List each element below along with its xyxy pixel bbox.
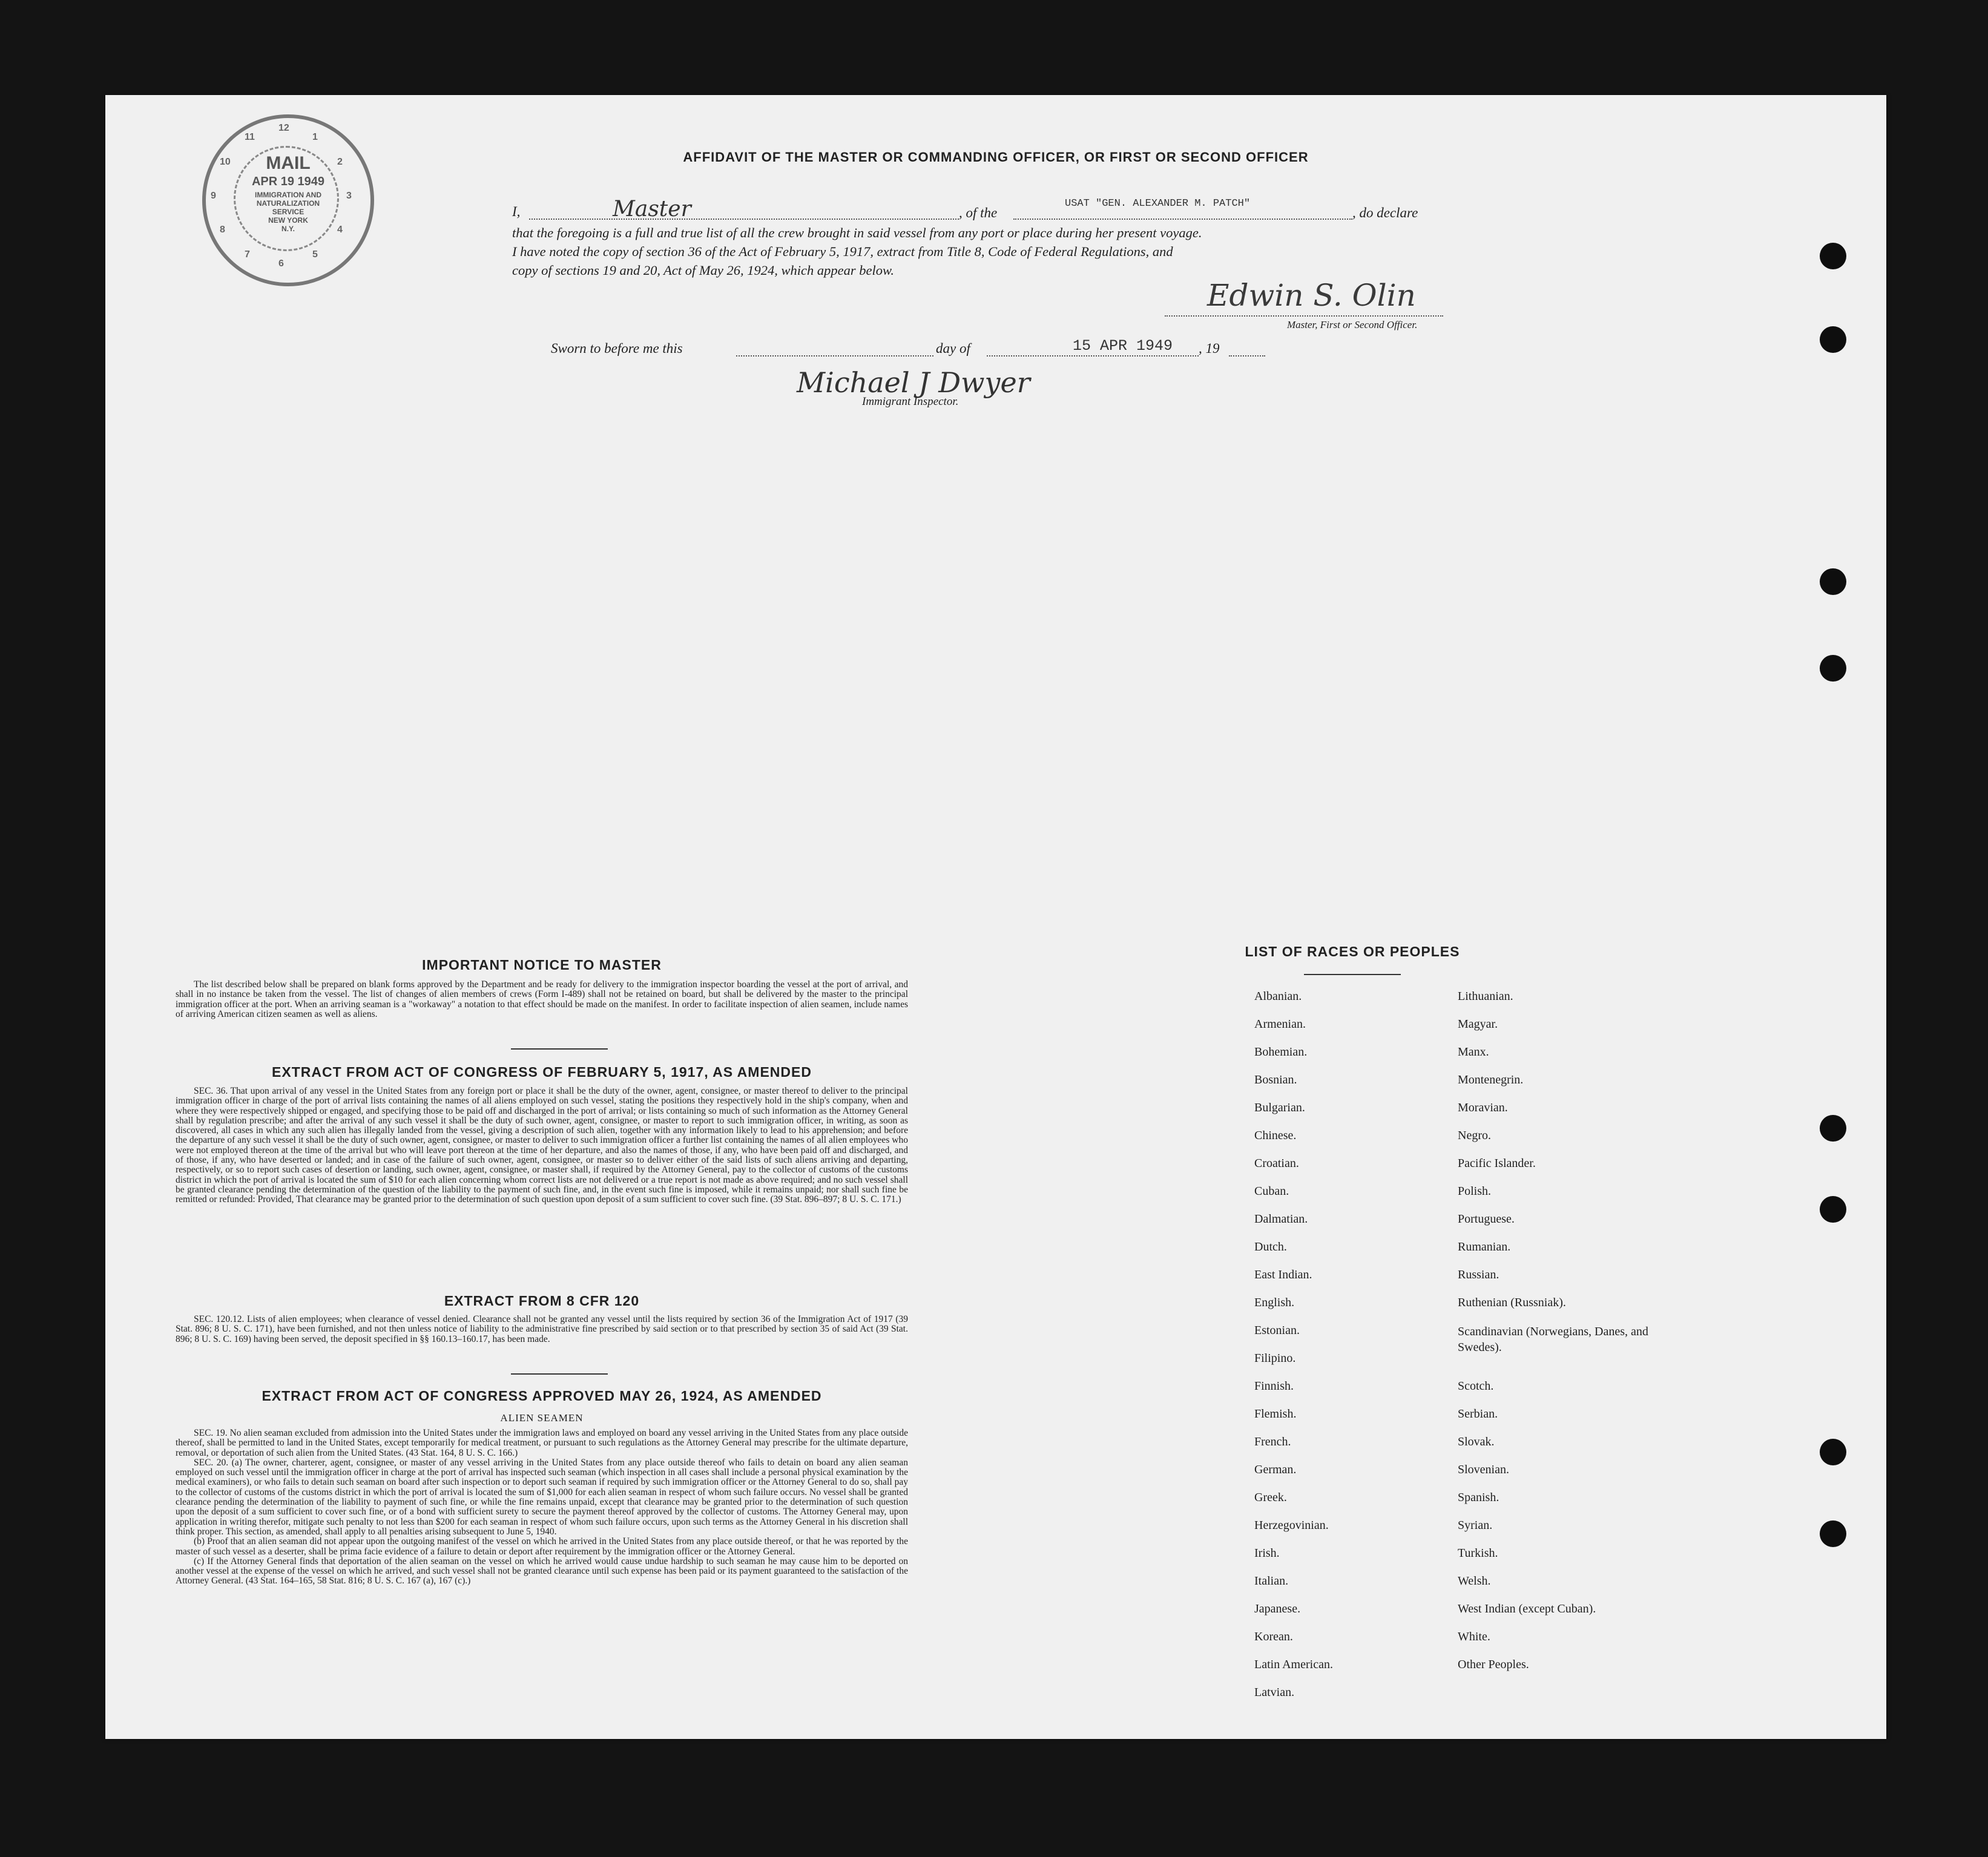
master-signature: Edwin S. Olin	[1207, 278, 1416, 313]
stamp-ring-number: 7	[245, 249, 250, 260]
extract-1924-body	[176, 1428, 908, 1586]
race-item: Scandinavian (Norwegians, Danes, and Swedes).	[1458, 1325, 1648, 1354]
race-item: Lithuanian.	[1458, 990, 1513, 1003]
stamp-ring-number: 9	[211, 191, 216, 201]
affidavit-title: AFFIDAVIT OF THE MASTER OR COMMANDING OFFICER, OR FIRST OR SECOND OFFICER	[683, 150, 1309, 165]
race-item: Albanian.	[1254, 990, 1302, 1003]
race-item: Italian.	[1254, 1574, 1289, 1588]
binder-hole	[1820, 1196, 1846, 1223]
declarant-line	[529, 219, 959, 220]
section-divider	[511, 1048, 608, 1050]
section-19-text: SEC. 19. No alien seaman excluded from admission into the United States under the immigration laws and employed on board any vessel arriving in the United States from any place outside thereof, shall be permitted to land in the United States, except temporarily for medical treatment, or pursuant to such regulations as the Attorney General may prescribe for the ultimate departure, removal, or deportation of such alien from the United States. (43 Stat. 164, 8 U. S. C. 166.)	[176, 1428, 908, 1458]
binder-hole	[1820, 1520, 1846, 1547]
stamp-ring-number: 2	[337, 157, 343, 167]
race-item: Magyar.	[1458, 1017, 1498, 1031]
race-item: Greek.	[1254, 1491, 1287, 1504]
extract-1917-title: EXTRACT FROM ACT OF CONGRESS OF FEBRUARY 5, 1917, AS AMENDED	[272, 1064, 812, 1080]
race-item: Welsh.	[1458, 1574, 1491, 1588]
race-item: German.	[1254, 1463, 1297, 1476]
race-item: Spanish.	[1458, 1491, 1499, 1504]
day-of-text: day of	[936, 341, 970, 356]
binder-hole	[1820, 1439, 1846, 1465]
race-item: Bulgarian.	[1254, 1101, 1305, 1114]
extract-1924-subtitle: ALIEN SEAMEN	[500, 1412, 584, 1424]
stamp-line: MAIL	[266, 153, 311, 173]
stamp-line: IMMIGRATION AND	[255, 191, 321, 199]
race-item: Rumanian.	[1458, 1240, 1511, 1254]
race-item: Chinese.	[1254, 1129, 1297, 1142]
race-item: Dalmatian.	[1254, 1212, 1308, 1226]
race-item: Polish.	[1458, 1185, 1492, 1198]
race-item: Portuguese.	[1458, 1212, 1515, 1226]
binder-hole	[1820, 1115, 1846, 1142]
race-item: Latvian.	[1254, 1686, 1295, 1699]
race-item: Turkish.	[1458, 1546, 1498, 1560]
race-item: East Indian.	[1254, 1268, 1312, 1281]
race-item: Armenian.	[1254, 1017, 1306, 1031]
stamp-ring-number: 8	[220, 225, 225, 235]
race-item: Russian.	[1458, 1268, 1499, 1281]
vessel-name: USAT "GEN. ALEXANDER M. PATCH"	[1065, 198, 1251, 209]
race-item: Dutch.	[1254, 1240, 1287, 1254]
year-line	[1229, 355, 1265, 357]
race-item: French.	[1254, 1435, 1291, 1448]
extract-1917-text: SEC. 36. That upon arrival of any vessel in the United States from any foreign port or place it shall be the duty of the owner, agent, consignee, or master thereof to deliver to the principal immigration officer in charge of the port of arrival lists containing the names of all aliens employed on such vessel, stating the positions they respectively hold in the ship's company, when and where they were respectively shipped or engaged, and specifying those to be paid off and discharged in the port of arrival; or lists containing so much of such information as the Attorney General shall by regulation prescribe; and after the arrival of any such vessel it shall be the duty of such owner, agent, consignee, or master to report to such immigration officer, in writing, as soon as discovered, all cases in which any such alien has illegally landed from the vessel, giving a description of such alien, together with any information likely to lead to his apprehension; and before the departure of any such vessel it shall be the duty of such owner, agent, consignee, or master to deliver to such immigration officer a further list containing the names of all alien employees who were not employed thereon at the time of the arrival but who will leave port thereon at the time of her departure, and also the names of those, if any, who have been paid off and discharged, and of those, if any, who have deserted or landed; and in case of the failure of such owner, agent, consignee, or master so to deliver either of the said lists of such aliens arriving and departing, respectively, or so to report such cases of desertion or landing, such owner, agent, consignee, or master shall, if required by the Attorney General, pay to the collector of customs of the customs district in which the port of arrival is located the sum of $10 for each alien concerning whom correct lists are not delivered or a true report is not made as above required; and no such vessel shall be granted clearance pending the determination of the question of the liability to the payment of such fine, and, in the event such fine is imposed, while it remains unpaid; nor shall such fine be remitted or refunded: Provided, That clearance may be granted prior to the determination of such question upon deposit of a sum sufficient to cover such fine. (39 Stat. 896–897; 8 U. S. C. 171.)	[176, 1086, 908, 1205]
extract-1924-title: EXTRACT FROM ACT OF CONGRESS APPROVED MAY 26, 1924, AS AMENDED	[262, 1388, 822, 1404]
section-20b-text: (b) Proof that an alien seaman did not appear upon the outgoing manifest of the vessel on which he arrived in the United States from any place outside thereof, or that he was reported by the master of such vessel as a deserter, shall be prima facie evidence of a failure to detain or deport after requirement by the immigration officer or the Attorney General.	[176, 1536, 908, 1557]
section-20a-text: SEC. 20. (a) The owner, charterer, agent, consignee, or master of any vessel arriving in the United States from any place outside thereof who fails to detain on board any alien seaman employed on such vessel until the immigration officer in charge at the port of arrival has inspected such seaman (which inspection in all cases shall include a personal physical examination by the medical examiners), or who fails to detain such seaman on board after such inspection or to deport such seaman if required by such immigration officer or the Attorney General to do so, shall pay to the collector of customs of the customs district in which the port of arrival is located the sum of $1,000 for each alien seaman in respect of whom such failure occurs. No vessel shall be granted clearance pending the determination of the liability to payment of such fine, or while the fine remains unpaid, except that clearance may be granted prior to the determination of such question upon the deposit of a sum sufficient to cover such fine, or of a bond with sufficient surety to secure the payment thereof approved by the collector of customs. The Attorney General may, upon application in writing therefor, mitigate such penalty to not less than $200 for each seaman in respect of whom such failure occurs, upon such terms as the Attorney General in his discretion shall think proper. This section, as amended, shall apply to all penalties arising subsequent to June 5, 1940.	[176, 1457, 908, 1537]
stamp-line: NEW YORK	[268, 216, 308, 225]
race-item: Slovenian.	[1458, 1463, 1509, 1476]
races-divider	[1304, 974, 1401, 975]
race-item: English.	[1254, 1296, 1295, 1309]
race-item: Cuban.	[1254, 1185, 1289, 1198]
race-item: Finnish.	[1254, 1379, 1294, 1393]
stamp-ring-number: 6	[278, 258, 284, 269]
race-item: Serbian.	[1458, 1407, 1498, 1421]
stamp-line: SERVICE	[272, 208, 304, 216]
affidavit-line-4: copy of sections 19 and 20, Act of May 26, 1924, which appear below.	[512, 263, 894, 278]
do-declare-text: , do declare	[1352, 205, 1418, 220]
year-prefix: , 19	[1199, 341, 1220, 356]
stamp-line: NATURALIZATION	[256, 199, 320, 208]
race-item: Estonian.	[1254, 1324, 1300, 1337]
race-item: Montenegrin.	[1458, 1073, 1524, 1086]
declarant-handwriting: Master	[613, 197, 691, 222]
master-caption: Master, First or Second Officer.	[1287, 319, 1418, 330]
sworn-month-line	[987, 355, 1199, 357]
stamp-ring-number: 1	[312, 132, 318, 142]
date-stamp: 15 APR 1949	[1073, 337, 1173, 355]
declare-prefix: I,	[512, 204, 521, 219]
race-item: Negro.	[1458, 1129, 1491, 1142]
vessel-line	[1013, 219, 1352, 220]
affidavit-line-2: that the foregoing is a full and true list of all the crew brought in said vessel from any port or place during her present voyage.	[512, 225, 1202, 240]
document-page	[105, 95, 1886, 1739]
binder-hole	[1820, 568, 1846, 595]
stamp-ring-number: 5	[312, 249, 318, 260]
race-item: Syrian.	[1458, 1519, 1493, 1532]
stamp-date: APR 19 1949	[251, 175, 325, 188]
race-item: Other Peoples.	[1458, 1658, 1529, 1671]
race-item: Bosnian.	[1254, 1073, 1297, 1086]
section-divider	[511, 1373, 608, 1375]
races-title: LIST OF RACES OR PEOPLES	[1245, 944, 1460, 959]
race-item: Bohemian.	[1254, 1045, 1308, 1059]
binder-hole	[1820, 655, 1846, 682]
race-item: Korean.	[1254, 1630, 1293, 1643]
binder-hole	[1820, 243, 1846, 269]
race-item: West Indian (except Cuban).	[1458, 1602, 1596, 1615]
race-item: Moravian.	[1458, 1101, 1508, 1114]
section-20c-text: (c) If the Attorney General finds that deportation of the alien seaman on the vessel on which he arrived would cause undue hardship to such seaman he may cause him to be deported on another vessel at the expense of the vessel on which he arrived, and such vessel shall not be granted clearance until such expense has been paid or its payment guaranteed to the satisfaction of the Attorney General. (43 Stat. 164–165, 58 Stat. 816; 8 U. S. C. 167 (a), 167 (c).)	[176, 1556, 908, 1586]
inspector-caption: Immigrant Inspector.	[862, 395, 959, 408]
stamp-line: N.Y.	[281, 225, 295, 233]
notice-title: IMPORTANT NOTICE TO MASTER	[422, 957, 662, 973]
extract-cfr-title: EXTRACT FROM 8 CFR 120	[444, 1293, 640, 1309]
race-item: Slovak.	[1458, 1435, 1495, 1448]
race-item: Flemish.	[1254, 1407, 1297, 1421]
immigration-mail-stamp	[202, 114, 374, 286]
binder-hole	[1820, 326, 1846, 353]
race-item: Japanese.	[1254, 1602, 1301, 1615]
race-item: Scotch.	[1458, 1379, 1494, 1393]
master-signature-line	[1165, 315, 1443, 317]
stamp-ring-number: 4	[337, 225, 343, 235]
race-item: Filipino.	[1254, 1352, 1296, 1365]
race-item: Latin American.	[1254, 1658, 1333, 1671]
sworn-day-line	[736, 355, 933, 357]
of-the-text: , of the	[959, 205, 998, 220]
race-item: White.	[1458, 1630, 1490, 1643]
race-item: Ruthenian (Russniak).	[1458, 1296, 1566, 1309]
race-item: Irish.	[1254, 1546, 1280, 1560]
stamp-ring-number: 3	[346, 191, 352, 201]
stamp-ring-number: 10	[220, 157, 231, 167]
race-item: Croatian.	[1254, 1157, 1299, 1170]
extract-cfr-text: SEC. 120.12. Lists of alien employees; when clearance of vessel denied. Clearance shall not be granted any vessel until the lists required by section 36 of the Immigration Act of 1917 (39 Stat. 896; 8 U. S. C. 171), have been furnished, and not then unless notice of liability to the administrative fine prescribed by said section or to that prescribed by section 35 of said Act (39 Stat. 896; 8 U. S. C. 169) having been served, the deposit specified in §§ 160.13–160.17, has been made.	[176, 1314, 908, 1344]
notice-text: The list described below shall be prepared on blank forms approved by the Department and be ready for delivery to the immigration inspector boarding the vessel at the port of arrival, and shall in no instance be taken from the vessel. The list of changes of alien members of crews (Form I-489) shall not be retained on board, but shall be delivered by the master to the principal immigration officer at the port. When an arriving seaman is a "workaway" a notation to that effect should be made on the manifest. In order to facilitate inspection of alien seamen, include names of arriving American citizen seamen as well as aliens.	[176, 979, 908, 1019]
stamp-ring-number: 11	[245, 132, 255, 142]
race-item: Pacific Islander.	[1458, 1157, 1536, 1170]
race-item: Herzegovinian.	[1254, 1519, 1329, 1532]
sworn-prefix: Sworn to before me this	[551, 341, 683, 356]
inspector-signature: Michael J Dwyer	[797, 366, 1030, 399]
affidavit-line-3: I have noted the copy of section 36 of the Act of February 5, 1917, extract from Title 8, Code of Federal Regulations, and	[512, 244, 1173, 259]
race-item: Manx.	[1458, 1045, 1489, 1059]
stamp-ring-number: 12	[278, 123, 289, 133]
